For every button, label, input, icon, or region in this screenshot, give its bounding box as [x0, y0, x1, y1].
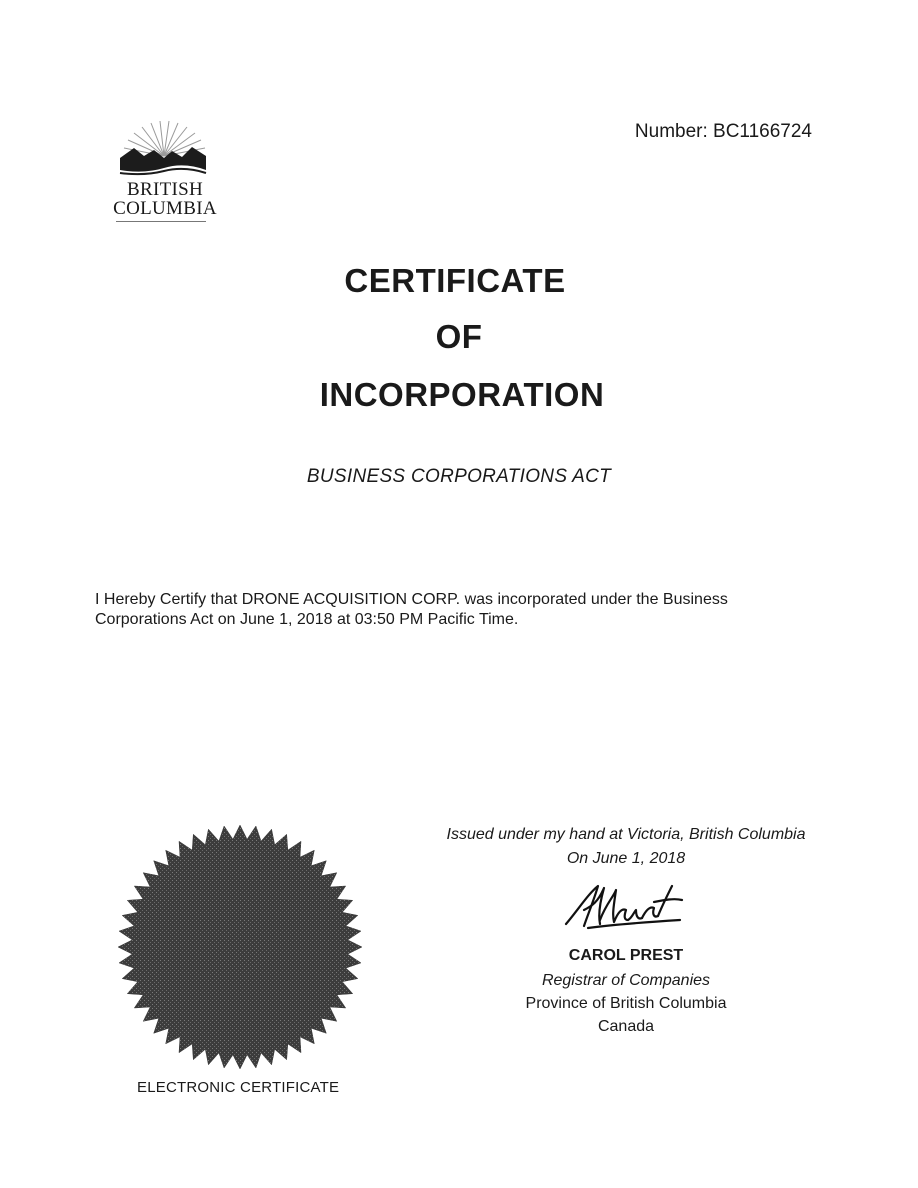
signer-country: Canada	[597, 1018, 655, 1035]
signer-name: CAROL PREST	[568, 947, 684, 964]
issued-date: On June 1, 2018	[566, 850, 686, 867]
logo-text-line1: BRITISH	[127, 179, 203, 200]
seal-icon	[112, 824, 368, 1070]
seal-label: ELECTRONIC CERTIFICATE	[137, 1079, 340, 1096]
certification-line-1: I Hereby Certify that DRONE ACQUISITION CORP. was incorporated under the Business	[95, 591, 728, 608]
certification-line-2: Corporations Act on June 1, 2018 at 03:50 PM Pacific Time.	[95, 611, 519, 628]
issued-location: Issued under my hand at Victoria, British Columbia	[446, 826, 806, 843]
title-line-1: CERTIFICATE	[344, 262, 566, 299]
logo-divider	[116, 221, 206, 222]
signer-province: Province of British Columbia	[525, 995, 727, 1012]
certificate-number: Number: BC1166724	[634, 121, 812, 142]
certification-statement	[95, 590, 815, 630]
act-name: BUSINESS CORPORATIONS ACT	[306, 466, 612, 487]
bc-sun-mountains-logo-icon	[114, 118, 214, 178]
title-line-3: INCORPORATION	[319, 376, 605, 413]
title-line-2: OF	[435, 318, 483, 355]
signature-icon	[558, 880, 688, 932]
signer-role: Registrar of Companies	[541, 972, 711, 989]
logo-text-line2: COLUMBIA	[113, 198, 217, 219]
bc-logo	[100, 112, 230, 230]
